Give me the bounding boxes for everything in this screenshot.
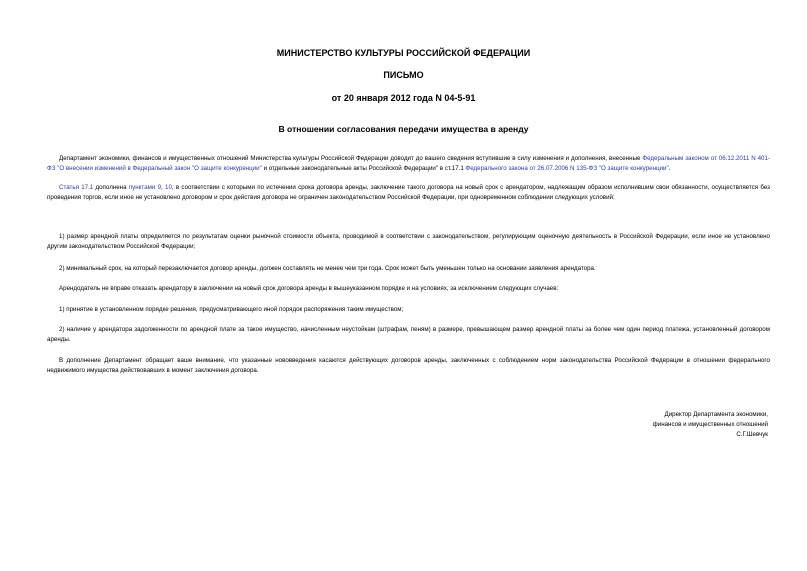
paragraph-intro bbox=[47, 154, 770, 174]
ministry-title: МИНИСТЕРСТВО КУЛЬТУРЫ РОССИЙСКОЙ ФЕДЕРАЦИИ bbox=[276, 48, 531, 58]
paragraph-text: , bbox=[161, 184, 166, 191]
document-type: ПИСЬМО bbox=[383, 70, 424, 80]
document-date-number: от 20 января 2012 года N 04-5-91 bbox=[331, 93, 476, 103]
paragraph-text: и отдельные законодательные акты Российской Федерации" в ст.17.1 bbox=[261, 165, 466, 172]
paragraph-case-2: 2) наличие у арендатора задолженности по арендной плате за такое имущество, начисленным неустойкам (штрафам, пеням) в размере, превышающем размер арендной платы за более чем один период платежа, установленный договором аренды. bbox=[47, 326, 770, 343]
law-401-fz-link[interactable]: Федеральным законом от 06.12.2011 N 401-ФЗ "О внесении изменений в Федеральный закон "О защите конкуренции" bbox=[47, 155, 770, 172]
signature-block bbox=[560, 410, 768, 440]
paragraph-condition-2: 2) минимальный срок, на который перезаключается договор аренды, должен составлять не менее чем три года. Срок может быть уменьшен только на основании заявления арендатора. bbox=[59, 265, 596, 272]
clause-9-link[interactable]: пунктами 9 bbox=[128, 184, 162, 191]
paragraph-refusal-cases: Арендодатель не вправе отказать арендатору в заключении на новый срок договора аренды в вышеуказанном порядке и на условиях, за исключением следующих случаев: bbox=[59, 285, 559, 292]
document-subject: В отношении согласования передачи имущества в аренду bbox=[278, 124, 529, 134]
paragraph-text: дополнена bbox=[93, 184, 129, 191]
paragraph-article-17-1 bbox=[47, 183, 770, 203]
signature-position-line-2: финансов и имущественных отношений bbox=[652, 421, 768, 428]
law-135-fz-link[interactable]: Федерального закона от 26.07.2006 N 135-ФЗ "О защите конкуренции" bbox=[465, 165, 669, 172]
signature-name: С.Г.Шевчук bbox=[736, 431, 768, 438]
clause-10-link[interactable]: 10 bbox=[165, 184, 172, 191]
paragraph-text: Департамент экономики, финансов и имущественных отношений Министерства культуры Российской Федерации доводит до вашего сведения вступившие в силу изменения и дополнения, внесенные bbox=[59, 155, 643, 162]
paragraph-text: , в соответствии с которыми по истечении срока договора аренды, заключение такого договора на новый срок с арендатором, надлежащим образом исполнившим свои обязанности, осуществляется без проведения торгов, если иное не установлено договором и срок действия договора не ограничен законодательством Российской Федерации, при одновременном соблюдении следующих условий: bbox=[47, 184, 770, 201]
paragraph-condition-1: 1) размер арендной платы определяется по результатам оценки рыночной стоимости объекта, проводимой в соответствии с законодательством, регулирующим оценочную деятельность в Российской Федерации, если иное не установлено другим законодательством Российской Федерации; bbox=[47, 233, 770, 250]
signature-position-line-1: Директор Департамента экономики, bbox=[664, 411, 768, 418]
paragraph-case-1: 1) принятие в установленном порядке решения, предусматривающего иной порядок распоряжения таким имуществом; bbox=[59, 306, 404, 313]
paragraph-text: . bbox=[668, 165, 671, 172]
article-17-1-link[interactable]: Статья 17.1 bbox=[59, 184, 94, 191]
paragraph-conclusion: В дополнение Департамент обращает ваше внимание, что указанные нововведения касаются действующих договоров аренды, заключенных с соблюдением норм законодательства Российской Федерации в отношении федерального недвижимого имущества действовавших в момент заключения договора. bbox=[47, 357, 770, 374]
